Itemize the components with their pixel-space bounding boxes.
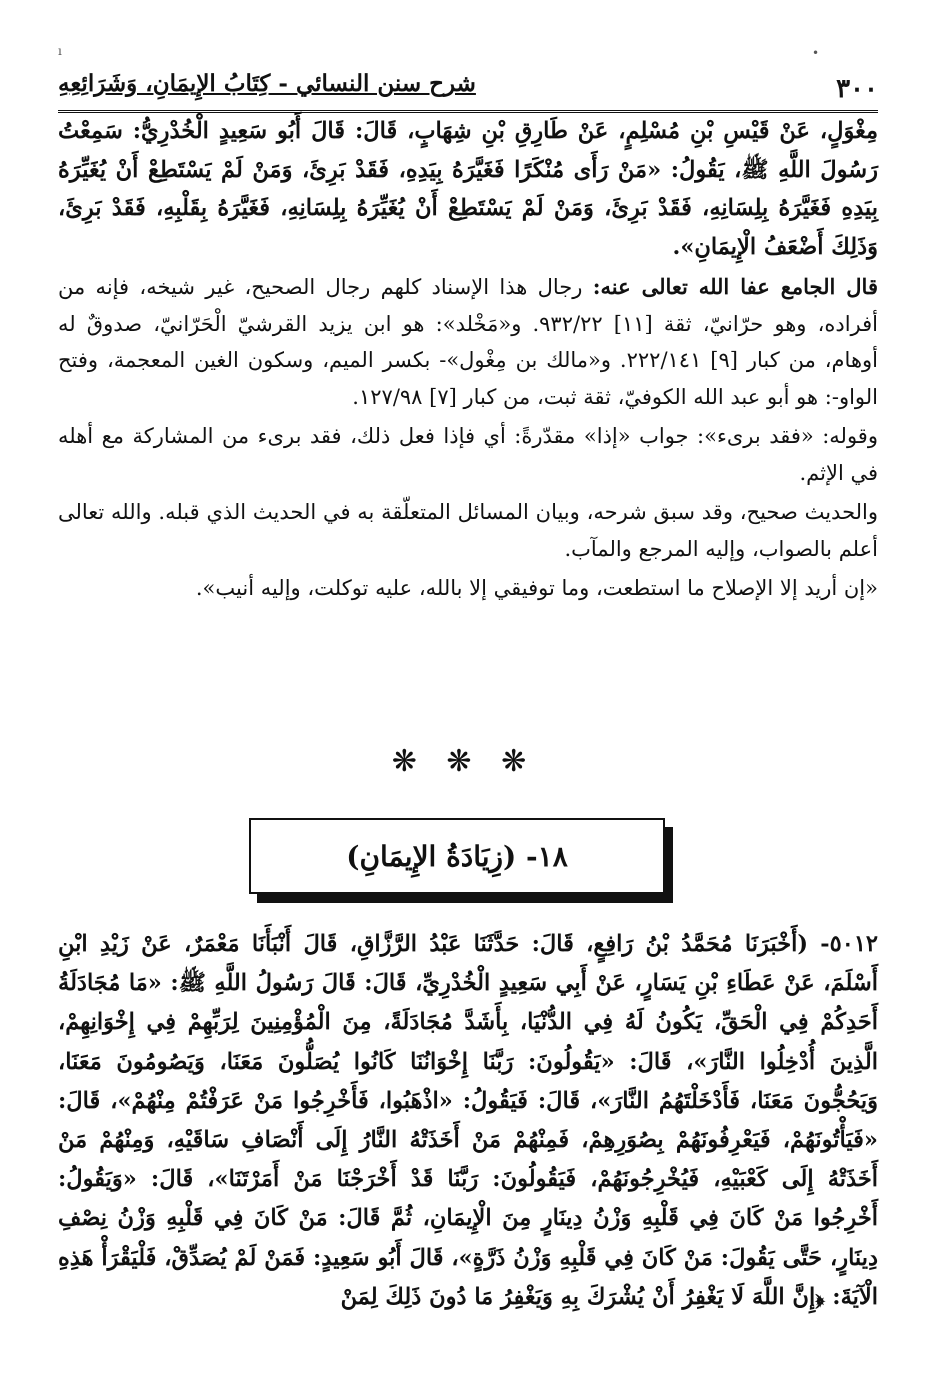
commentary-paragraph: وقوله: «فقد برىء»: جواب «إذا» مقدّرةً: أي فإذا فعل ذلك، فقد برىء من المشاركة مع أهله في الإثم.: [58, 424, 878, 485]
commentary-text: رجال هذا الإسناد كلهم رجال الصحيح، غير شيخه، فإنه من أفراده، وهو حرّانيّ، ثقة [١١] ٩٣٢/٢٢. و«مَخْلد»: هو ابن يزيد القرشيّ الْحَرّانيّ، صدوقٌ له أوهام، من كبار [٩] ٢٢٢/١٤١. و«مالك بن مِغْول»- بكسر الميم، وسكون الغين المعجمة، وفتح الواو-: هو أبو عبد الله الكوفيّ، ثقة ثبت، من كبار [٧] ١٢٧/٩٨.: [58, 275, 879, 409]
page-header: [58, 66, 878, 113]
hadith-text: ٥٠١٢- (أَخْبَرَنَا مُحَمَّدُ بْنُ رَافِعٍ، قَالَ: حَدَّثَنَا عَبْدُ الرَّزَّاقِ، قَالَ أَنْبَأَنَا مَعْمَرٌ، عَنْ زَيْدِ ابْنِ أَسْلَمَ، عَنْ عَطَاءِ بْنِ يَسَارٍ، عَنْ أَبِي سَعِيدٍ الْخُدْرِيِّ، قَالَ: قَالَ رَسُولُ اللَّهِ ﷺ: «مَا مُجَادَلَةُ أَحَدِكُمْ فِي الْحَقِّ، يَكُونُ لَهُ فِي الدُّنْيَا، بِأَشَدَّ مُجَادَلَةً، مِنَ الْمُؤْمِنِينَ لِرَبِّهِمْ فِي إِخْوَانِهِمْ، الَّذِينَ أُدْخِلُوا النَّارَ»، قَالَ: «يَقُولُونَ: رَبَّنَا إِخْوَانُنَا كَانُوا يُصَلُّونَ مَعَنَا، وَيَصُومُونَ مَعَنَا، وَيَحُجُّونَ مَعَنَا، فَأَدْخَلْتَهُمُ النَّارَ»، قَالَ: فَيَقُولُ: «اذْهَبُوا، فَأَخْرِجُوا مَنْ عَرَفْتُمْ مِنْهُمْ»، قَالَ: «فَيَأْتُونَهُمْ، فَيَعْرِفُونَهُمْ بِصُوَرِهِمْ، فَمِنْهُمْ مَنْ أَخَذَتْهُ النَّارُ إِلَى أَنْصَافِ سَاقَيْهِ، وَمِنْهُمْ مَنْ أَخَذَتْهُ إِلَى كَعْبَيْهِ، فَيُخْرِجُونَهُمْ، فَيَقُولُونَ: رَبَّنَا قَدْ أَخْرَجْنَا مَنْ أَمَرْتَنَا»، قَالَ: «وَيَقُولُ: أَخْرِجُوا مَنْ كَانَ فِي قَلْبِهِ وَزْنُ دِينَارٍ مِنَ الْإِيمَانِ، ثُمَّ قَالَ: مَنْ كَانَ فِي قَلْبِهِ وَزْنُ نِصْفِ دِينَارٍ، حَتَّى يَقُولَ: مَنْ كَانَ فِي قَلْبِهِ وَزْنُ ذَرَّةٍ»، قَالَ أَبُو سَعِيدٍ: فَمَنْ لَمْ يُصَدِّقْ، فَلْيَقْرَأْ هَذِهِ الْآيَةَ: ﴿إِنَّ اللَّهَ لَا يَغْفِرُ أَنْ يُشْرَكَ بِهِ وَيَغْفِرُ مَا دُونَ ذَلِكَ لِمَنْ: [58, 931, 878, 1310]
hadith-5012-block: [58, 925, 878, 1317]
chapter-title: ١٨- (زِيَادَةُ الإِيمَانِ): [346, 839, 568, 873]
scan-mark: ı: [58, 44, 62, 58]
commentary-paragraph: والحديث صحيح، وقد سبق شرحه، وبيان المسائل المتعلّقة به في الحديث الذي قبله. والله تعالى أعلم بالصواب، وإليه المرجع والمآب.: [58, 500, 878, 561]
scan-mark: •: [812, 46, 820, 60]
section-separator: ❋ ❋ ❋: [391, 744, 537, 779]
chapter-heading-box: [249, 818, 665, 894]
hadith-text: مِغْوَلٍ، عَنْ قَيْسِ بْنِ مُسْلِمٍ، عَنْ طَارِقِ بْنِ شِهَابٍ، قَالَ: قَالَ أَبُو سَعِيدٍ الْخُدْرِيُّ: سَمِعْتُ رَسُولَ اللَّهِ ﷺ، يَقُولُ: «مَنْ رَأَى مُنْكَرًا فَغَيَّرَهُ بِيَدِهِ، فَقَدْ بَرِئَ، وَمَنْ لَمْ يَسْتَطِعْ أَنْ يُغَيِّرَهُ بِيَدِهِ فَغَيَّرَهُ بِلِسَانِهِ، فَقَدْ بَرِئَ، وَمَنْ لَمْ يَسْتَطِعْ أَنْ يُغَيِّرَهُ بِلِسَانِهِ، فَغَيَّرَهُ بِقَلْبِهِ، فَقَدْ بَرِئَ، وَذَلِكَ أَضْعَفُ الْإِيمَانِ».: [58, 118, 878, 260]
page-number: ٣٠٠: [836, 74, 878, 104]
commentary-paragraph: [58, 269, 878, 415]
closing-quote: «إن أريد إلا الإصلاح ما استطعت، وما توفيقي إلا بالله، عليه توكلت، وإليه أنيب».: [195, 576, 878, 600]
main-text: [58, 112, 878, 607]
commentary-lead: قال الجامع عفا الله تعالى عنه:: [592, 274, 878, 299]
running-title: شرح سنن النسائي - كِتَابُ الإِيمَانِ، وَشَرَائِعِهِ: [58, 70, 476, 97]
